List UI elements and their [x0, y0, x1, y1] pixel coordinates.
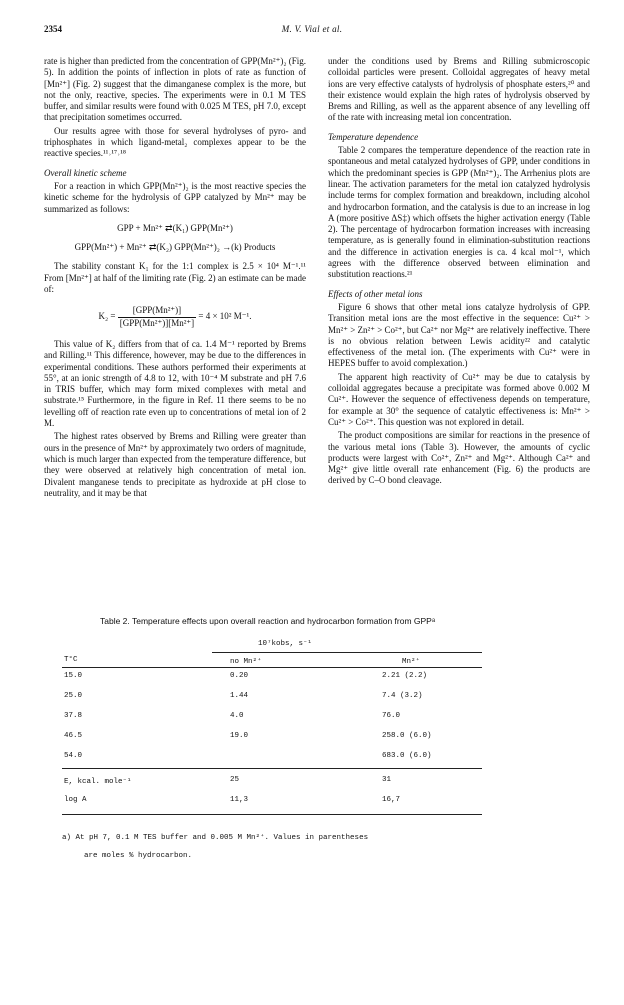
paragraph: rate is higher than predicted from the concentration of GPP(Mn²⁺)₂ (Fig. 5). In addition the points of inflection in plots of rate as function of [Mn²⁺] (Fig. 2) suggest that the dimanganese complex is the more, but not the only, reactive, species. The experiments were in 0.1 M TES buffer, and similar results were found with 0.025 M TES, pH 7.0, except that precipitation sometimes occurred. [44, 56, 306, 123]
table-cell: 683.0 (6.0) [382, 752, 432, 760]
right-column [328, 56, 590, 489]
paragraph: Table 2 compares the temperature dependence of the reaction rate in spontaneous and metal catalyzed hydrolyses of GPP, under conditions in which the predominant species is GPP (Mn²⁺)₂. The Arrhenius plots are linear. The activation parameters for the metal ion catalyzed hydrolysis include terms for complex formation and breakdown, including alcohol and hydrocarbon formation, and the catalysis is due to an increase in log A (more positive ΔS‡) which offsets the higher activation energy (Table 2). The percentage of hydrocarbon formation increases with increasing temperature, as is generally found in elimination-substitution reactions and the difference in activation energies is ca. 4 kcal mol⁻¹, which agrees with the difference observed between elimination and substitution reactions.²¹ [328, 145, 590, 280]
table-cell: 15.0 [64, 672, 83, 680]
table-cell: 1.44 [230, 692, 249, 700]
paragraph: This value of K₂ differs from that of ca. 1.4 M⁻¹ reported by Brems and Rilling.¹¹ This difference, however, may be due to the differences in experimental conditions. These authors performed their experiments at 55°, at an ionic strength of 4.8 to 12, with 10⁻⁴ M substrate and pH 7.6 in TRIS buffer, which may form mixed complexes with metal and substrate.¹⁵ Furthermore, in the figure in Ref. 11 there seems to be no levelling off of reaction rate even up to concentrations of metal ion of 2 M. [44, 338, 306, 429]
table-cell: 37.8 [64, 712, 83, 720]
table-footnote: are moles % hydrocarbon. [84, 852, 193, 860]
equation-lhs: K₂ = [98, 311, 116, 322]
table-caption: Table 2. Temperature effects upon overall reaction and hydrocarbon formation from GPPᵃ [100, 616, 436, 626]
table-cell: 4.0 [230, 712, 244, 720]
table-cell: 76.0 [382, 712, 401, 720]
equation-rhs: = 4 × 10² M⁻¹. [198, 311, 252, 322]
fraction-denominator: [GPP(Mn²⁺)][Mn²⁺] [119, 317, 195, 328]
table-footnote: a) At pH 7, 0.1 M TES buffer and 0.005 M Mn²⁺. Values in parentheses [62, 834, 369, 842]
equation-1: GPP + Mn²⁺ ⇄(K₁) GPP(Mn²⁺) [117, 222, 233, 233]
page-number: 2354 [44, 24, 62, 34]
paragraph: Figure 6 shows that other metal ions catalyze hydrolysis of GPP. Transition metal ions are the most effective in the sequence: Cu²⁺ > Mn²⁺ > Zn²⁺ > Co²⁺, but Ca²⁺ nor Mg²⁺ are relatively ineffective. There is no obvious relation between Lewis acidity²² and catalytic effectiveness of the metal ion. (The experiments with Cu²⁺ were in HEPES buffer to avoid complexation.) [328, 301, 590, 369]
table-rule [62, 768, 482, 769]
running-head: M. V. Vial et al. [281, 24, 343, 34]
table-cell: 0.20 [230, 672, 249, 680]
paragraph: under the conditions used by Brems and Rilling submicroscopic colloidal particles were present. Colloidal aggregates of heavy metal ions are very effective catalysts of hydrolysis of phosphate esters,²⁰ and their existence would explain the high rates of hydrolysis observed by Brems and Rilling, as well as the apparent absence of any levelling off of the rate with increasing metal ion concentration. [328, 56, 590, 123]
left-column [44, 56, 306, 501]
paragraph: For a reaction in which GPP(Mn²⁺)₂ is the most reactive species the kinetic scheme for the hydrolysis of GPP catalyzed by Mn²⁺ may be summarized as follows: [44, 180, 306, 214]
table-col-header: T°C [64, 656, 78, 664]
table-cell: E, kcal. mole⁻¹ [64, 778, 132, 786]
table-cell: 25 [230, 776, 240, 784]
paragraph: The highest rates observed by Brems and Rilling were greater than ours in the presence of Mn²⁺ by approximately two orders of magnitude, which is much larger than expected from the temperature difference, but they were observed at relatively high concentration of metal ion. Divalent manganese tends to precipitate as hydroxide at pH close to neutrality, and it may be that [44, 431, 306, 498]
equation-2: GPP(Mn²⁺) + Mn²⁺ ⇄(K₂) GPP(Mn²⁺)₂ →(k) Products [74, 242, 276, 253]
table-rule [62, 667, 482, 668]
page-header [44, 24, 580, 38]
paragraph: Our results agree with those for several hydrolyses of pyro- and triphosphates in which ligand-metal₂ complexes appear to be the reactive species.¹¹˒¹⁷˒¹⁸ [44, 125, 306, 159]
section-heading: Temperature dependence [328, 131, 419, 142]
table-cell: 25.0 [64, 692, 83, 700]
equation-3 [44, 305, 306, 329]
table-cell: 7.4 (3.2) [382, 692, 423, 700]
table-cell: 258.0 (6.0) [382, 732, 432, 740]
table-cell: log A [64, 796, 87, 804]
section-heading: Overall kinetic scheme [44, 167, 127, 178]
table-rule [62, 814, 482, 815]
paragraph: The product compositions are similar for reactions in the presence of the various metal ions (Table 3). However, the amounts of cyclic products were largest with Co²⁺, Zn²⁺ and Mg²⁺. Although Ca²⁺ and Mg²⁺ give little overall rate enhancement (Fig. 6) the products are derived by C–O bond cleavage. [328, 430, 590, 486]
table-cell: 31 [382, 776, 392, 784]
fraction-numerator: [GPP(Mn²⁺)] [118, 305, 196, 317]
table-rule [212, 652, 482, 653]
table-cell: 11,3 [230, 796, 249, 804]
table-cell: 46.5 [64, 732, 83, 740]
table-cell: 54.0 [64, 752, 83, 760]
table-group-header: 10⁷kobs, s⁻¹ [258, 640, 313, 648]
table-col-header: Mn²⁺ [402, 658, 421, 666]
section-heading: Effects of other metal ions [328, 288, 423, 299]
table-cell: 19.0 [230, 732, 249, 740]
table-cell: 2.21 (2.2) [382, 672, 428, 680]
paragraph: The apparent high reactivity of Cu²⁺ may be due to catalysis by colloidal aggregates because a precipitate was formed above 0.002 M Cu²⁺. However the sequence of effectiveness depends on temperature, for example at 30° the sequence of catalytic effectiveness is: Mn²⁺ > Cu²⁺ > Co²⁺. This question was not explored in detail. [328, 371, 590, 427]
table-cell: 16,7 [382, 796, 401, 804]
paragraph: The stability constant K₁ for the 1:1 complex is 2.5 × 10⁴ M⁻¹.¹¹ From [Mn²⁺] at half of the limiting rate (Fig. 2) an estimate can be made of: [44, 261, 306, 295]
table-col-header: no Mn²⁺ [230, 658, 262, 666]
equation-fraction [118, 305, 196, 329]
